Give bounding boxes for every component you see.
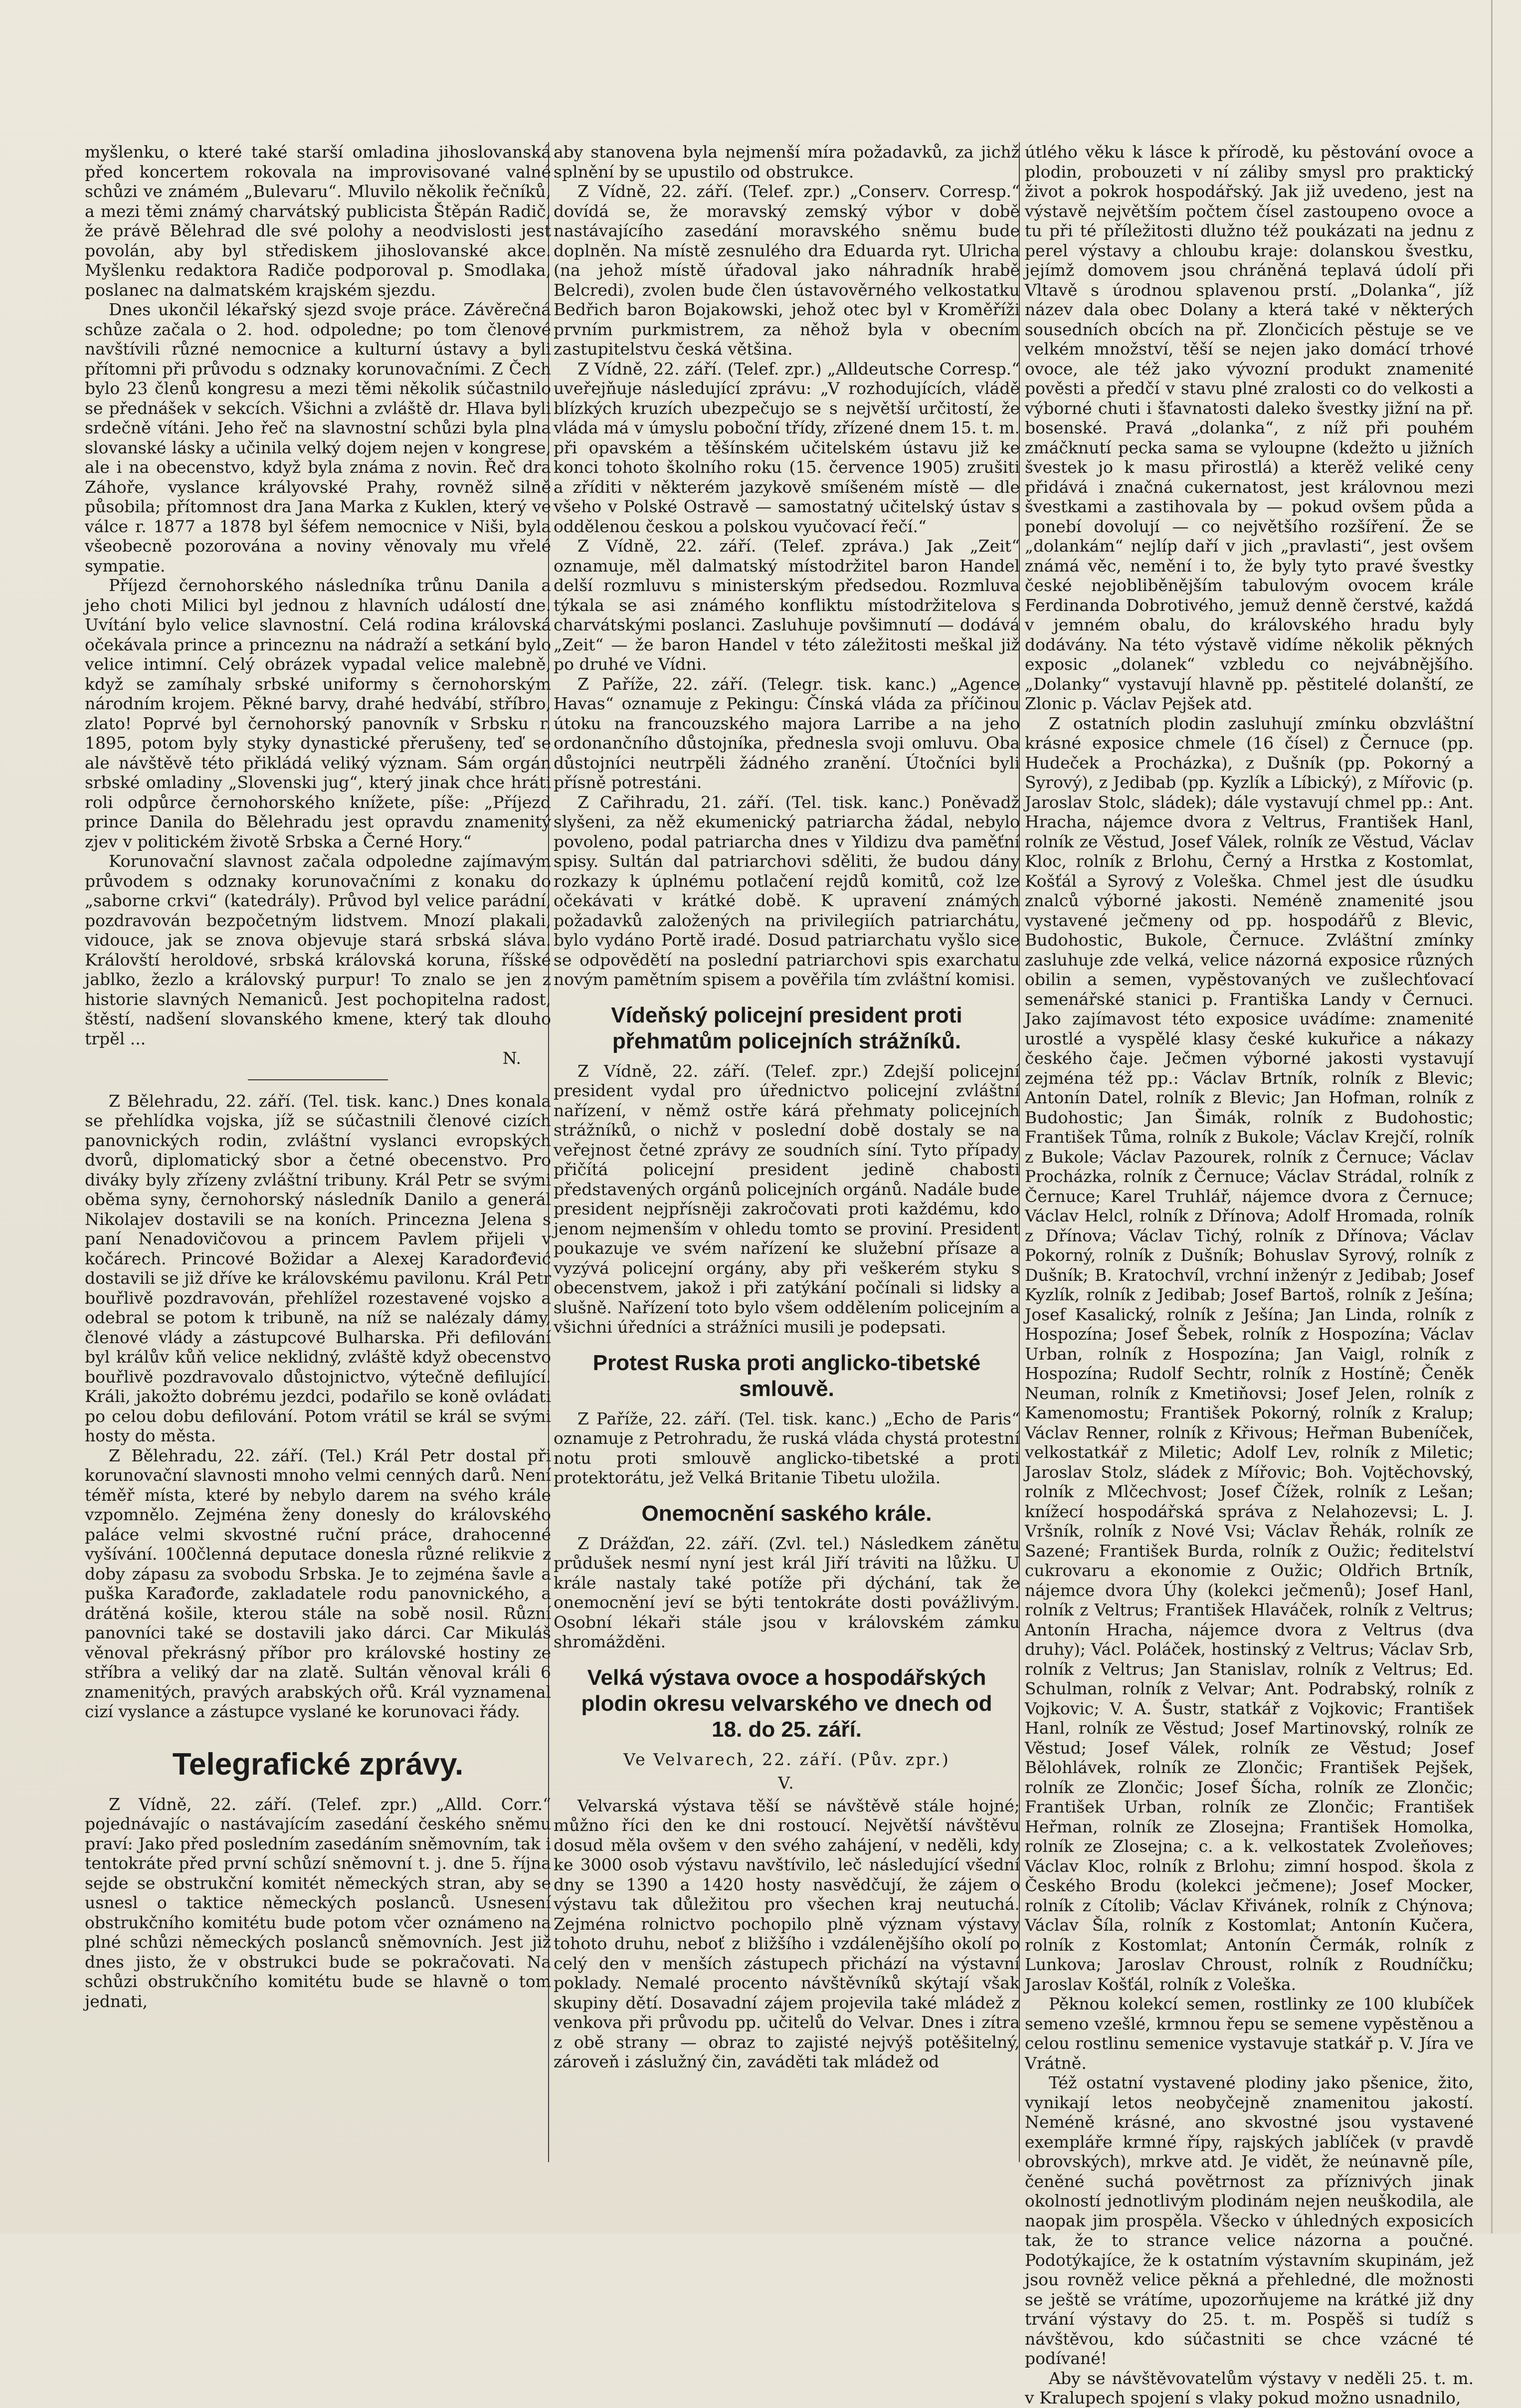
page-edge-line xyxy=(1491,0,1493,2233)
paragraph: Z ostatních plodin zasluhují zmínku obzvláštní krásné exposice chmele (16 čísel) z Černuce (pp. Hudeček a Procházka), z Dušník (pp. Pokorný a Syrový), z Jedibab (pp. Kyzlík a Líbický), z Mířovic (p. Jaroslav Stolc, sládek); dále vystavují chmel pp.: Ant. Hracha, nájemce dvora z Veltrus, František Hanl, rolník ze Věstud, Josef Válek, rolník ze Věstud, Václav Kloc, rolník z Brlohu, Černý a Hrstka z Kostomlat, Košťál a Syrový z Voleška. Chmel jest dle úsudku znalců výborné jakosti. Neméně znamenité jsou vystavené ječmeny od pp. hospodářů z Blevic, Budohostic, Bukole, Černuce. Zvláštní zmínky zasluhuje zde velká, velice názorná exposice různých obilin a semen, vypěstovaných ve zušlechťovací semenářské stanici p. Františka Landy v Černuci. Jako zajímavost této exposice uvádíme: znamenité urostlé a vyspělé klasy české kukuřice a nákazy českého čaje. Ječmen výborné jakosti vystavují zejména též pp.: Václav Brtník, rolník z Blevic; Antonín Datel, rolník z Blevic; Jan Hofman, rolník z Budohostic; Jan Šimák, rolník z Budohostic; František Tůma, rolník z Bukole; Václav Krejčí, rolník z Bukole; Václav Pazourek, rolník z Černuce; Václav Procházka, rolník z Černuce; Václav Strádal, rolník z Černuce; Karel Truhlář, nájemce dvora z Černuce; Václav Helcl, rolník z Dřínova; Adolf Hromada, rolník z Dřínova; Václav Tichý, rolník z Dřínova; Václav Pokorný, rolník z Dušník; Bohuslav Syrový, rolník z Dušník; B. Kratochvíl, vrchní inženýr z Jedibab; Josef Kyzlík, rolník z Jedibab; Josef Bartoš, rolník z Ješína; Josef Kasalický, rolník z Ješína; Jan Linda, rolník z Hospozína; Josef Šebek, rolník z Hospozína; Václav Urban, rolník z Hospozína; Jan Vaigl, rolník z Hospozína; Rudolf Sechtr, rolník z Hostíně; Čeněk Neuman, rolník z Kmetiňovsi; Josef Jelen, rolník z Kamenomostu; František Pokorný, rolník z Kralup; Václav Renner, rolník z Křivous; Heřman Bubeníček, velkostatkář z Miletic; Adolf Lev, rolník z Miletic; Jaroslav Stolz, sládek z Mířovic; Boh. Vojtěchovský, rolník z Mlčechvost; Josef Čížek, rolník z Lešan; knížecí hospodářská správa z Nelahozevsi; L. J. Vršník, rolník z Nové Vsi; Václav Řehák, rolník ze Sazené; František Burda, rolník z Oužic; ředitelství cukrovaru a ekonomie z Oužic; Oldřich Brtník, nájemce dvora Úhy (kolekci ječmenů); Josef Hanl, rolník z Veltrus; František Hlaváček, rolník z Veltrus; Antonín Hracha, nájemce dvora z Veltrus (dva druhy); Václ. Poláček, hostinský z Veltrus; Václav Srb, rolník z Veltrus; Jan Stanislav, rolník z Veltrus; Ed. Schulman, rolník z Velvar; Ant. Podrabský, rolník z Vojkovic; V. A. Šustr, statkář z Vojkovic; František Hanl, rolník ze Věstud; Josef Martinovský, rolník ze Věstud; Josef Válek, rolník ze Věstud; Josef Bělohlávek, rolník ze Zlončic; František Pejšek, rolník ze Zlončic; Josef Šícha, rolník ze Zlončic; František Urban, rolník ze Zlončic; František Heřman, rolník ze Zlosejna; František Homolka, rolník ze Zlosejna; c. a k. velkostatek Zvoleňoves; Václav Kloc, rolník z Brlohu; zimní hospod. škola z Českého Brodu (kolekci ječmene); Josef Mocker, rolník z Cítolib; Václav Křivánek, rolník z Chýnova; Václav Šíla, rolník z Kostomlat; Antonín Kučera, rolník z Kostomlat; Antonín Čermák, rolník z Lunkova; Jaroslav Chroust, rolník z Roudníčku; Jaroslav Košťál, rolník z Voleška. xyxy=(1025,713,1474,1994)
paragraph: Z Paříže, 22. září. (Telegr. tisk. kanc.) „Agence Havas“ oznamuje z Pekingu: Čínská vláda za příčinou útoku na francouzského majora Larribe a na jeho ordonančního důstojníka, přednesla svoji omluvu. Oba důstojníci neutrpěli žádného zranění. Útočníci byli přísně potrestáni. xyxy=(554,674,1020,792)
separator xyxy=(248,1079,388,1080)
headline-saxon-king xyxy=(554,1501,1020,1527)
paragraph: Z Vídně, 22. září. (Telef. zpr.) „Alldeutsche Corresp.“ uveřejňuje následující zprávu: „V rozhodujících, vládě blízkých kruzích ubezpečujo se s největší určitostí, že vláda má v úmyslu poboční třídy, zřízené dnem 15. t. m. při opavském a těšínském učitelském ústavu již ke konci tohoto školního roku (15. července 1905) zrušiti a zříditi v některém jazykově smíšeném místě — dle všeho v Polské Ostravě — samostatný učitelský ústav s oddělenou českou a polskou vyučovací řečí.“ xyxy=(554,359,1020,536)
paragraph: Pěknou kolekcí semen, rostlinky ze 100 klubíček semeno vzešlé, krmnou řepu se semene vypěstěnou a celou rostlinu semenice vystavuje statkář p. V. Jíra ve Vrátně. xyxy=(1025,1994,1474,2073)
column-2 xyxy=(554,142,1020,2187)
paragraph: Korunovační slavnost začala odpoledne zajímavým průvodem s odznaky korunovačními z konaku do „saborne crkvi“ (katedrály). Průvod byl velice parádní, pozdravován bezpočetným lidstvem. Mnozí plakali, vidouce, jak se znova objevuje stará srbská sláva. Královští heroldové, srbská královská koruna, říšské jablko, žezlo a královský purpur! To znalo se jen z historie slavných Nemaniců. Jest pochopitelna radost, štěstí, nadšení slovanského kmene, který tak dlouho trpěl ... xyxy=(85,851,551,1048)
column-1 xyxy=(85,142,551,2187)
headline-fruit-exhibition xyxy=(554,1665,1020,1743)
paragraph: Aby se návštěvovatelům výstavy v neděli 25. t. m. v Kralupech spojení s vlaky pokud možno usnadnilo, xyxy=(1025,2368,1474,2408)
headline-line: 18. do 25. září. xyxy=(712,1717,862,1742)
headline-line: Protest Ruska proti anglicko-tibetské xyxy=(592,1350,981,1375)
headline-line: Velká výstava ovoce a hospodářských xyxy=(587,1665,986,1690)
section-heading-telegraphic-news: Telegrafické zprávy. xyxy=(172,1747,464,1782)
headline-line: smlouvě. xyxy=(739,1376,834,1401)
paragraph: Z Bělehradu, 22. září. (Tel.) Král Petr dostal při korunovační slavnosti mnoho velmi cenných darů. Není téměř místa, které by nebylo darem na svého krále vzpomnělo. Zejména ženy donesly do královského paláce velmi skvostné ruční práce, drahocenné vyšívání. 100členná deputace donesla různé relikvie z doby zápasu za svobodu Srbska. Je to zejména šavle a puška Karađorđe, zakladatele rodu panovnického, a drátěná košile, kterou stále na sobě nosil. Různí panovníci také se dostavili jako dárci. Car Mikuláš věnoval překrásný příbor pro královské hostiny ze stříbra a veliký dar na zlatě. Sultán věnoval králi 6 znamenitých, pravých arabských ořů. Král vyznamenal cizí vyslance a zástupce vyslané ke korunovaci řády. xyxy=(85,1445,551,1721)
paragraph: Z Drážďan, 22. září. (Zvl. tel.) Následkem zánětu průdušek nesmí nyní jest král Jiří tráviti na lůžku. U krále nastaly také potíže při dýchání, tak že onemocnění jeví se býti tentokráte dosti povážlivým. Osobní lékaři stále jsou v královském zámku shromážděni. xyxy=(554,1533,1020,1651)
headline-police-president xyxy=(554,1003,1020,1054)
headline-line: Onemocnění saského krále. xyxy=(641,1501,932,1526)
roman-numeral: V. xyxy=(778,1773,795,1793)
dateline: Ve Velvarech, 22. září. (Pův. zpr.) xyxy=(623,1749,950,1769)
paragraph: aby stanovena byla nejmenší míra požadavků, za jichž splnění by se upustilo od obstrukce. xyxy=(554,142,1020,182)
column-3 xyxy=(1025,142,1474,2408)
paragraph: Příjezd černohorského následníka trůnu Danila a jeho choti Milici byl jednou z hlavních událostí dne. Uvítání bylo velice slavnostní. Celá rodina královská očekávala prince a princeznu na nádraží a setkání bylo velice intimní. Celý obrázek vypadal velice malebně, když se zamíhaly srbské uniformy s černohorským národním krojem. Pěkné barvy, drahé hedvábí, stříbro, zlato! Poprvé byl černohorský panovník v Srbsku r. 1895, potom byly styky dynastické přerušeny, teď se ale návštěvě této přikládá veliký význam. Sám orgán srbské omladiny „Slovenski jug“, který jinak chce hráti roli odpůrce černohorského knížete, píše: „Příjezd prince Danila do Bělehradu jest opravdu znamenitý zjev v politickém životě Srbska a Černé Hory.“ xyxy=(85,576,551,851)
paragraph: Z Vídně, 22. září. (Telef. zpr.) „Conserv. Corresp.“ dovídá se, že moravský zemský výbor v době nastávajícího zasedání moravského sněmu bude doplněn. Na místě zesnulého dra Eduarda ryt. Ulricha (na jehož místě úřadoval jako náhradník hrabě Belcredi), zvolen bude člen ústavověrného velkostatku Bedřich baron Bojakowski, jehož otec byl v Kroměříži prvním purkmistrem, za něhož byla v obecním zastupitelstvu česká většina. xyxy=(554,182,1020,359)
paragraph: Z Vídně, 22. září. (Telef. zpráva.) Jak „Zeit“ oznamuje, měl dalmatský místodržitel baron Handel delší rozmluvu s ministerským předsedou. Rozmluva týkala se asi známého konfliktu místodržitelova s charvátskými poslanci. Zasluhuje povšimnutí — dodává „Zeit“ — že baron Handel v této záležitosti meškal již po druhé ve Vídni. xyxy=(554,536,1020,674)
paragraph: Z Cařihradu, 21. září. (Tel. tisk. kanc.) Poněvadž slyšeni, za něž ekumenický patriarcha žádal, nebylo povoleno, podal patriarcha dnes v Yildizu dva paměťní spisy. Sultán dal patriarchovi sděliti, že budou dány rozkazy k úplnému potlačení rejdů komitů, což lze očekávati v krátké době. K upravení známých požadavků založených na privilegiích patriarchátu, bylo vydáno Portě iradé. Dosud patriarchatu vyšlo sice se odpovědětí na poslední patriarchovi spis exarchatu novým pamětním spisem a pověřila tím zvláštní komisi. xyxy=(554,792,1020,989)
headline-line: plodin okresu velvarského ve dnech od xyxy=(581,1691,992,1716)
paragraph: Též ostatní vystavené plodiny jako pšenice, žito, vynikají letos neobyčejně znamenitou jakostí. Neméně krásné, ano skvostné jsou vystavené exempláře krmné řípy, rajských jablíček (v pravdě obrovských), mrkve atd. Je vidět, že neúnavně píle, čeněné suchá povětrnost za příznivých jinak okolností jednotlivým plodinám nejen neuškodila, ale naopak jim prospěla. Všecko v úhledných exposicích tak, že to strance velice názorna a poučné. Podotýkajíce, že k ostatním výstavním skupinám, jež jsou rovněž velice pěkná a přehledné, dle možnosti se ještě se vrátíme, upozorňujeme na krátké již dny trvání výstavy do 25. t. m. Pospěš si tudíž s návštěvou, kdo súčastniti se chce vzácné té podívané! xyxy=(1025,2073,1474,2368)
headline-russia-protest xyxy=(554,1350,1020,1402)
paragraph: Z Vídně, 22. září. (Telef. zpr.) „Alld. Corr.“ pojednávajíc o nastávajícím zasedání českého sněmu praví: Jako před posledním zasedáním sněmovním, tak i tentokráte před první schůzí sněmovní t. j. dne 5. října sejde se obstrukční komitét německých stran, aby se usnesl o taktice německých poslanců. Usnesení obstrukčního komitétu bude potom včer oznámeno na plné schůzi německých poslanců sněmovních. Jest již dnes jisto, že v obstrukci bude se pokračovati. Na schůzi obstrukčního komitétu bude se hlavně o tom jednati, xyxy=(85,1794,551,2011)
paragraph: Velvarská výstava těší se návštěvě stále hojné; můžno říci den ke dni rostoucí. Největší návštěvu dosud měla ovšem v den svého zahájení, v neděli, kdy ke 3000 osob výstavu navštívilo, leč následující všední dny se 1390 a 1420 hosty nasvědčují, že zájem o výstavu tak důležitou pro všechen kraj neutuchá. Zejména rolnictvo pochopilo plně význam výstavy tohoto druhu, neboť z bližšího i vzdálenějšího okolí po celý den v menších zástupech přichází na výstavní poklady. Nemalé procento návštěvníků skýtají však skupiny dětí. Dosavadní zájem projevila také mládež z venkova při průvodu pp. učitelů do Velvar. Dnes i zítra z obě strany — obraz to zajisté nejvýš potěšitelný, zároveň i záslužný čin, zaváděti tak mládež od xyxy=(554,1796,1020,2071)
paragraph: Z Vídně, 22. září. (Telef. zpr.) Zdejší policejní president vydal pro úřednictvo policejní zvláštní nařízení, v němž ostře kárá přehmaty policejních strážníků, o nichž v poslední době dostaly se na veřejnost četné zprávy ze soudních síní. Tyto případy přičítá policejní president jedině chabosti představených orgánů policejních orgánů. Nadále bude president nejpřísněji zakročovati proti každému, kdo jenom nejmenším v ohledu tomto se proviní. President poukazuje ve svém nařízení ke služební přísaze a vyzývá policejní orgány, aby při veškerém styku s obecenstvem, jakož i při zatýkání počínali si lidsky a slušně. Nařízení toto bylo všem oddělením policejním a všichni úředníci a strážníci musili je podepsati. xyxy=(554,1061,1020,1337)
paragraph: Z Bělehradu, 22. září. (Tel. tisk. kanc.) Dnes konala se přehlídka vojska, jíž se súčastnili členové cizích panovnických rodin, zvláštní vyslanci evropských dvorů, diplomatický sbor a četné obecenstvo. Pro diváky byly zřízeny zvláštní tribuny. Král Petr se svými oběma syny, černohorský následník Danilo a generál Nikolajev dostavili se na koních. Princezna Jelena s paní Nenadovičovou a princem Pavlem přijeli v kočárech. Princové Božidar a Alexej Karadorđević dostavili se již dříve ke královskému pavilonu. Král Petr bouřlivě pozdravován, přehlížel rozestavené vojsko a odebral se potom k tribuně, na níž se nalézaly dámy, členové vlády a zástupcové Bulharska. Při defilování byl králův kůň velice neklidný, zvláště když obecenstvo bouřlivě pozdravovalo důstojnictvo, výtečně defilující. Králi, jakožto dobrému jezdci, podařilo se koně ovládati po celou dobu defilování. Potom vrátil se král se svými hosty do města. xyxy=(85,1091,551,1445)
paragraph: útlého věku k lásce k přírodě, ku pěstování ovoce a plodin, probouzeti v ní záliby smysl pro praktický život a pokrok hospodářský. Jak již uvedeno, jest na výstavě největším počtem čísel zastoupeno ovoce a tu při té příležitosti dlužno též poukázati na jednu z perel výstavy a chloubu kraje: dolanskou švestku, jejímž domovem jsou chráněná teplavá údolí při Vltavě s úrodnou splavenou prstí. „Dolanka“, jíž název dala obec Dolany a která také v některých sousedních obcích na př. Zlončicích pěstuje se ve velkém množství, těší se nejen jako domácí trhové ovoce, ale též jako vývozní produkt znamenité pověsti a předčí v stavu plné zralosti co do velkosti a výborné chuti i šťavnatosti daleko švestky jižní na př. bosenské. Pravá „dolanka“, z níž při pouhém zmáčknutí pecka sama se vyloupne (kdežto u jižních švestek jo k masu přirostlá) a kterěž veliké ceny přidává i značná cukernatost, jest královnou mezi švestkami a zastihovala by — pokud ovšem půda a ponebí dovolují — co největšího rozšíření. Že se „dolankám“ nejlíp daří v jich „pravlasti“, jest ovšem známá věc, nemění i to, že byly tyto pravé švestky české nejobliběnějším tabulovým ovocem krále Ferdinanda Dobrotivého, jemuž denně čerstvé, každá v jemném obalu, do královského hradu byly dodávány. Na této výstavě vidíme několik pěkných exposic „dolanek“ vzbledu co nejvábnějšího. „Dolanky“ vystavují hlavně pp. pěstitelé dolanští, ze Zlonic p. Václav Pejšek atd. xyxy=(1025,142,1474,713)
headline-line: přehmatům policejních strážníků. xyxy=(612,1028,961,1053)
headline-line: Vídeňský policejní president proti xyxy=(611,1003,962,1027)
paragraph: Dnes ukončil lékařský sjezd svoje práce. Závěrečná schůze začala o 2. hod. odpoledne; po tom členové navštívili různé nemocnice a kulturní ústavy a byli přítomni při průvodu s odznaky korunovačními. Z Čech bylo 23 členů kongresu a mezi těmi několik súčastnilo se přednášek v sekcích. Všichni a zvláště dr. Hlava byli srdečně vítáni. Jeho řeč na slavnostní schůzi byla plna slovanské lásky a učinila velký dojem nejen v kongrese, ale i na obecenstvo, když byla známa z novin. Řeč dra Záhoře, vyslance krályovské Prahy, rovněž silně působila; přítomnost dra Jana Marka z Kuklen, který ve válce r. 1877 a 1878 byl šéfem nemocnice v Niši, byla všeobecně pozorována a noviny věnovaly mu vřelé sympatie. xyxy=(85,300,551,576)
author-signature: N. xyxy=(502,1048,521,1068)
paragraph: myšlenku, o které také starší omladina jihoslovanská před koncertem rokovala na improvisované valné schůzi ve známém „Bulevaru“. Mluvilo několik řečníků, a mezi těmi známý charvátský publicista Štěpán Radič, že právě Bělehrad dle své polohy a neodvislosti jest povolán, aby byl střediskem jihoslovanské akce. Myšlenku redaktora Radiče podporoval p. Smodlaka, poslanec na dalmatském krajském sjezdu. xyxy=(85,142,551,300)
paragraph: Z Paříže, 22. září. (Tel. tisk. kanc.) „Echo de Paris“ oznamuje z Petrohradu, že ruská vláda chystá protestní notu proti smlouvě anglicko-tibetské a proti protektorátu, jež Velká Britanie Tibetu uložila. xyxy=(554,1408,1020,1487)
